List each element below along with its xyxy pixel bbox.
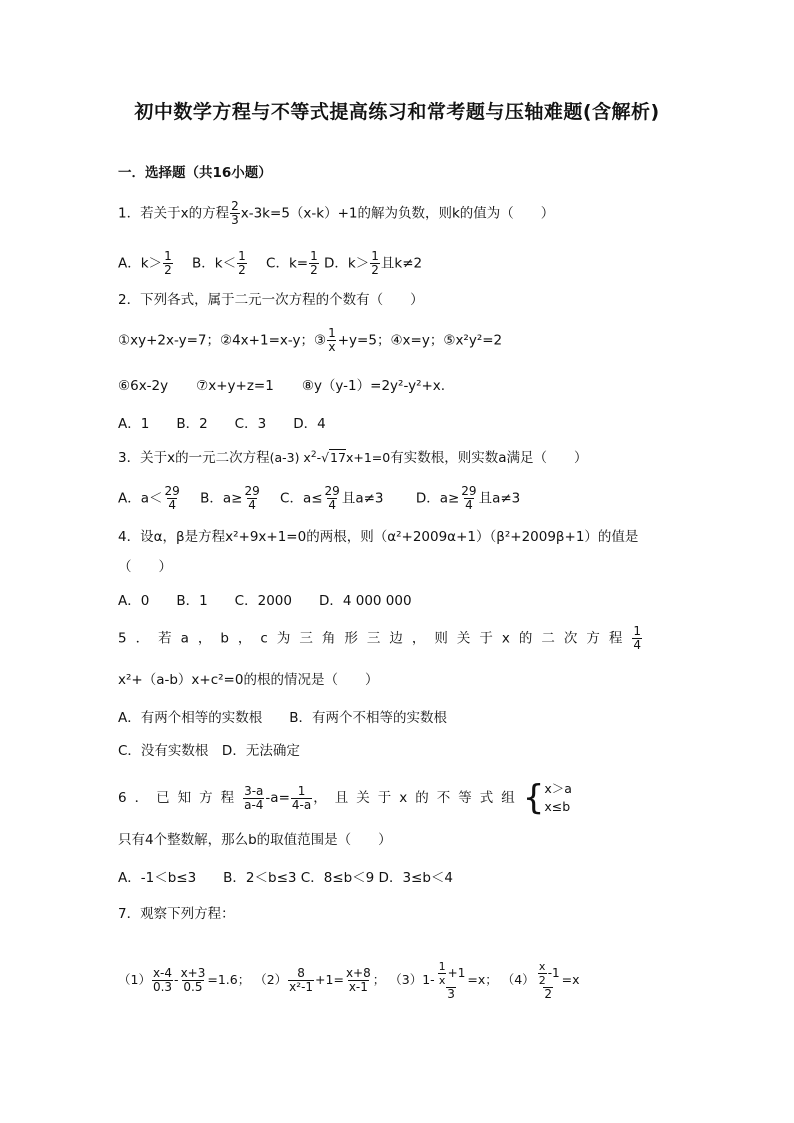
question-2-items-1: ①xy+2x-y=7；②4x+1=x-y；③ $\frac{1}{x}$ +y=5；④x=y；⑤x²y²=2	[118, 326, 503, 354]
question-6-stem-cont: 只有4个整数解，那么b的取值范围是（ ）	[118, 832, 392, 848]
question-3-options: A．a＜ $\frac{29}{4}$ B．a≥ $\frac{29}{4}$ C．a≤ $\frac{29}{4}$ 且a≠3 D．a≥ $\frac{29}{4}$ 且a≠3	[118, 484, 521, 512]
question-1-stem: 1．若关于x的方程 $\frac{2}{3}$ x-3k=5（x-k）+1的解为负数，则k的值为（ ）	[118, 199, 555, 227]
question-5-options-ab: A．有两个相等的实数根 B．有两个不相等的实数根	[118, 710, 447, 726]
document-title: 初中数学方程与不等式提高练习和常考题与压轴难题(含解析)	[134, 101, 660, 123]
question-3-stem: 3．关于x的一元二次方程(a-3) $x^2-√17x+1=0$有实数根，则实数a满足（ ）	[118, 450, 588, 467]
question-4-options: A．0 B．1 C．2000 D．4 000 000	[118, 593, 412, 609]
question-5-stem-cont: x²+（a-b）x+c²=0的根的情况是（ ）	[118, 672, 379, 688]
question-2-options: A．1 B．2 C．3 D．4	[118, 416, 326, 432]
fraction: $\frac{2}{3}$	[231, 199, 239, 227]
question-4-stem-cont: （ ）	[118, 559, 172, 575]
question-7-equations: （1） $\frac{x-4}{0.3}$ - $\frac{x+3}{0.5}$ =1.6； （2） $\frac{8}{\text{x²-1}}$ +1= $\frac{x+8}{x-1}$ ； （3）1- $\frac{1}{x}$ +1 3 =x； （4） $\frac{x}{2}$ -1 2 =x	[118, 960, 580, 1001]
question-7-stem: 7．观察下列方程：	[118, 906, 235, 922]
section-heading: 一．选择题（共16小题）	[118, 165, 272, 181]
question-2-stem: 2．下列各式，属于二元一次方程的个数有（ ）	[118, 292, 424, 308]
question-6-options: A．-1＜b≤3 B．2＜b≤3 C．8≤b＜9 D．3≤b＜4	[118, 870, 454, 886]
question-1-options: A．k＞ $\frac{1}{2}$ B．k＜ $\frac{1}{2}$ C．k= $\frac{1}{2}$ D．k＞ $\frac{1}{2}$ 且k≠2	[118, 249, 423, 277]
question-6-stem: 6．已知方程 $\frac{3-a}{a-4}$ -a= $\frac{1}{4-a}$ ，且关于x的不等式组{ x＞a x≤b	[118, 778, 572, 818]
question-2-items-2: ⑥6x-2y ⑦x+y+z=1 ⑧y（y-1）=2y²-y²+x.	[118, 378, 446, 394]
question-5-options-cd: C．没有实数根 D．无法确定	[118, 743, 300, 759]
question-5-stem: 5．若a，b，c为三角形三边，则关于x的二次方程 $\frac{1}{4}$	[118, 624, 641, 652]
brace-icon: {	[522, 778, 545, 818]
question-4-stem: 4．设α，β是方程x²+9x+1=0的两根，则（α²+2009α+1）（β²+2009β+1）的值是	[118, 529, 639, 545]
